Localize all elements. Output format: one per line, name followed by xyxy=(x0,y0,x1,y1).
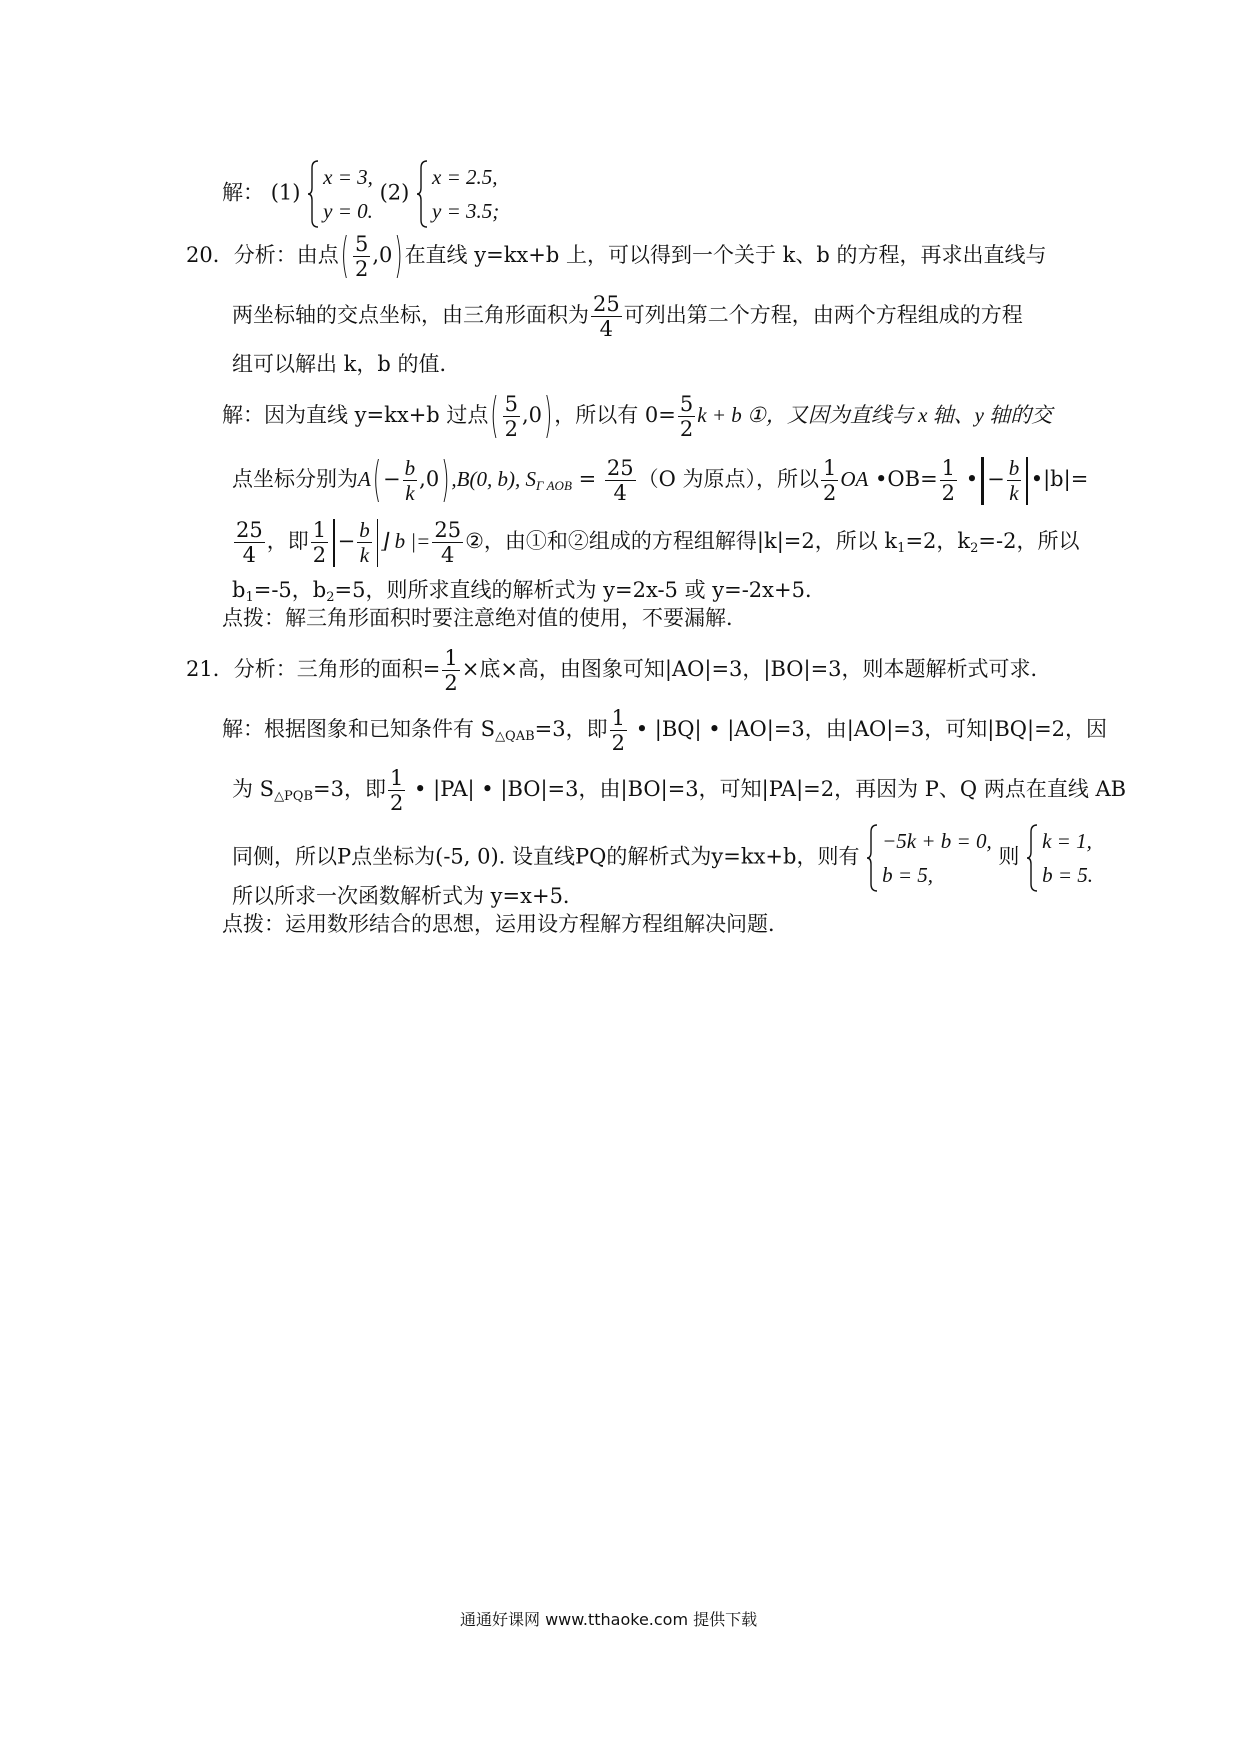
q20-solution-line-3 xyxy=(232,518,1079,567)
fraction xyxy=(388,766,405,815)
fraction xyxy=(234,518,265,567)
q20-tip xyxy=(222,608,747,629)
numerator: 25 xyxy=(606,456,634,480)
footer-text: 通通好课网 www.tthaoke.com 提供下载 xyxy=(460,1610,758,1629)
text: 则 xyxy=(998,844,1020,869)
numerator: 25 xyxy=(434,518,462,542)
text: 所以所求一次函数解析式为 y=x+5． xyxy=(232,884,584,908)
system-row: k = 1, xyxy=(1042,829,1092,853)
text: 分析：三角形的面积= xyxy=(233,657,441,681)
fraction xyxy=(605,456,636,505)
system-row: b = 5, xyxy=(882,863,934,887)
text: •OB= xyxy=(868,467,938,491)
numerator: 25 xyxy=(593,292,620,316)
text: =-2，所以 xyxy=(978,529,1080,553)
fraction xyxy=(432,518,463,567)
denominator: k xyxy=(405,481,415,505)
label: (2) xyxy=(379,180,410,205)
numerator: b xyxy=(359,518,370,542)
denominator: 4 xyxy=(441,543,455,567)
equation-system-1 xyxy=(307,160,373,228)
denominator: 2 xyxy=(504,417,518,441)
text: − xyxy=(337,529,356,553)
text: ,0 xyxy=(372,243,393,267)
text: 组可以解出 k，b 的值． xyxy=(232,352,461,376)
q21-solution-line-2 xyxy=(232,766,1126,815)
denominator: 2 xyxy=(941,481,956,505)
numerator: 1 xyxy=(390,766,404,790)
system-row: b = 5. xyxy=(1042,863,1094,887)
numerator: 1 xyxy=(444,646,458,670)
q21-solution-line-1 xyxy=(222,706,1107,755)
brace-icon xyxy=(1026,824,1038,892)
right-paren: ) xyxy=(441,451,450,507)
numerator: 1 xyxy=(312,518,327,542)
text: 点拨：运用数形结合的思想，运用设方程解方程组解决问题． xyxy=(222,912,789,936)
abs-bar xyxy=(981,457,984,505)
solution-systems-line xyxy=(222,160,499,228)
q20-solution-line-2 xyxy=(232,451,1089,507)
text: 两坐标轴的交点坐标，由三角形面积为 xyxy=(232,303,589,327)
q20-solution-line-4 xyxy=(232,580,826,604)
q20-solution-line-1 xyxy=(222,387,1053,443)
text: 在直线 y=kx+b 上，可以得到一个关于 k、b 的方程，再求出直线与 xyxy=(404,243,1047,267)
q21-analysis xyxy=(186,646,1052,695)
equation-system-4 xyxy=(1026,824,1093,892)
text: ×底×高，由图象可知|AO|=3，|BO|=3，则本题解析式可求． xyxy=(461,657,1052,681)
q20-analysis-line-1 xyxy=(186,227,1047,283)
text: − xyxy=(383,467,401,491)
abs-bar xyxy=(333,519,335,567)
fraction xyxy=(821,456,838,505)
question-number: 21． xyxy=(186,657,234,681)
denominator: k xyxy=(359,543,370,567)
left-paren: ( xyxy=(490,387,499,443)
right-paren: ) xyxy=(394,227,403,283)
denominator: 2 xyxy=(611,731,626,755)
text: =3，即 xyxy=(534,717,608,741)
equation-system-3 xyxy=(866,824,992,892)
text: 同侧，所以P点坐标为(-5, 0). 设直线PQ的解析式为y=kx+b，则有 xyxy=(232,844,860,869)
text: ②，由①和②组成的方程组解得|k|=2，所以 k xyxy=(465,529,898,553)
page-footer xyxy=(460,1612,757,1628)
label: 解： xyxy=(222,180,264,205)
fraction xyxy=(311,518,328,567)
text: • xyxy=(959,467,979,491)
brace-icon xyxy=(307,160,319,228)
denominator: k xyxy=(1009,481,1019,505)
text: • |PA| • |BO|=3，由|BO|=3，可知|PA|=2，再因为 P、Q 两点在直线 AB xyxy=(407,777,1127,801)
text: − xyxy=(987,467,1005,491)
text: •|b|= xyxy=(1030,467,1089,491)
fraction xyxy=(357,518,372,567)
text: =5，则所求直线的解析式为 y=2x-5 或 y=-2x+5． xyxy=(334,578,826,602)
system-row: x = 3, xyxy=(323,165,373,189)
right-paren: ) xyxy=(544,387,553,443)
numerator: 5 xyxy=(504,392,518,416)
left-paren: ( xyxy=(340,227,349,283)
numerator: 5 xyxy=(679,392,694,416)
denominator: 2 xyxy=(822,481,837,505)
text: 分析：由点 xyxy=(233,243,339,267)
numerator: 25 xyxy=(236,518,263,542)
text: 可列出第二个方程，由两个方程组成的方程 xyxy=(623,303,1023,327)
denominator: 4 xyxy=(242,543,257,567)
fraction xyxy=(403,456,418,505)
text: =2，k xyxy=(905,529,971,553)
numerator: 1 xyxy=(611,706,626,730)
fraction xyxy=(1007,456,1022,505)
text: ,0 xyxy=(522,403,543,427)
numerator: 1 xyxy=(822,456,837,480)
numerator: b xyxy=(1008,456,1020,480)
fraction xyxy=(610,706,627,755)
denominator: 2 xyxy=(390,791,404,815)
q21-solution-line-4 xyxy=(232,886,584,907)
left-paren: ( xyxy=(372,451,382,507)
text: 点拨：解三角形面积时要注意绝对值的使用，不要漏解． xyxy=(222,606,747,630)
subscript: △QAB xyxy=(495,729,535,744)
text: 解：因为直线 y=kx+b 过点 xyxy=(222,403,489,427)
system-row: y = 0. xyxy=(323,199,373,223)
numerator: 5 xyxy=(354,232,369,256)
system-row: y = 3.5; xyxy=(432,199,500,223)
subscript: Γ AOB xyxy=(535,478,572,493)
fraction xyxy=(591,292,622,341)
subscript: 2 xyxy=(326,590,335,605)
fraction xyxy=(442,646,459,695)
text: 解：根据图象和已知条件有 S xyxy=(222,717,496,741)
subscript: 2 xyxy=(970,541,979,556)
text: （O 为原点），所以 xyxy=(637,467,819,491)
denominator: 4 xyxy=(613,481,627,505)
text: = xyxy=(571,467,603,491)
equation-system-2 xyxy=(416,160,499,228)
denominator: 2 xyxy=(312,543,327,567)
text: ，即 xyxy=(266,529,309,553)
fraction xyxy=(353,232,370,281)
text: OA xyxy=(840,467,869,491)
abs-bar xyxy=(1026,457,1028,505)
label: (1) xyxy=(270,180,301,205)
text: =3，即 xyxy=(313,777,386,801)
numerator: b xyxy=(404,456,416,480)
text: ⌋ b |= xyxy=(381,529,431,553)
denominator: 2 xyxy=(679,417,694,441)
brace-icon xyxy=(866,824,878,892)
q20-analysis-line-2 xyxy=(232,292,1023,341)
question-number: 20． xyxy=(186,243,234,267)
text: • |BQ| • |AO|=3，由|AO|=3，可知|BQ|=2，因 xyxy=(629,717,1108,741)
text: =-5，b xyxy=(253,578,327,602)
system-row: −5k + b = 0, xyxy=(882,829,992,853)
denominator: 2 xyxy=(444,671,458,695)
denominator: 4 xyxy=(599,317,614,341)
subscript: △PQB xyxy=(274,789,314,804)
text: 点坐标分别为 xyxy=(232,467,358,491)
fraction xyxy=(940,456,957,505)
text: k + b ①，又因为直线与 x 轴、y 轴的交 xyxy=(697,403,1053,427)
abs-bar xyxy=(377,519,379,567)
q20-analysis-line-3 xyxy=(232,354,461,375)
q21-solution-line-3 xyxy=(232,824,1093,892)
fraction xyxy=(503,392,520,441)
text: ，所以有 0= xyxy=(554,403,676,427)
subscript: 1 xyxy=(897,541,906,556)
fraction xyxy=(678,392,695,441)
brace-icon xyxy=(416,160,428,228)
system-row: x = 2.5, xyxy=(432,165,498,189)
denominator: 2 xyxy=(354,257,369,281)
q21-tip xyxy=(222,914,789,935)
text: b xyxy=(232,578,246,602)
subscript: 1 xyxy=(245,590,254,605)
text: 为 S xyxy=(232,777,275,801)
numerator: 1 xyxy=(941,456,956,480)
text: ,B(0, b), S xyxy=(451,467,536,491)
text: A xyxy=(358,467,371,491)
text: ,0 xyxy=(419,467,440,491)
